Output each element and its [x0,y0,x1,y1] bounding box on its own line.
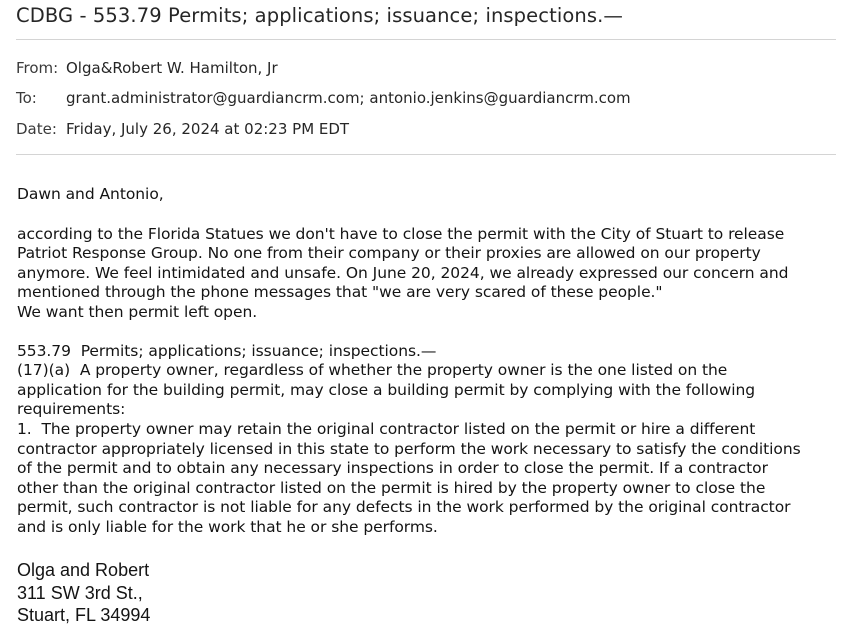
header-divider-bottom [16,154,836,155]
body-line: We want then permit left open. [17,302,258,321]
paragraph-concern [17,225,837,323]
from-label: From: [16,59,59,77]
statute-line: (17)(a) A property owner, regardless of whether the property owner is the one listed on the [17,361,728,380]
body-line: anymore. We feel intimidated and unsafe. On June 20, 2024, we already expressed our concern and [17,263,789,282]
signature-street: 311 SW 3rd St., [17,582,143,603]
body-line: Patriot Response Group. No one from their company or their proxies are allowed on our property [17,244,761,263]
signature-block [17,559,150,627]
paragraph-statute [17,342,837,538]
from-row [16,59,278,77]
date-row [16,120,349,138]
statute-line: other than the original contractor listed on the permit is hired by the property owner to close the [17,478,766,497]
statute-line: and is only liable for the work that he or she performs. [17,517,438,536]
to-row [16,89,631,107]
from-value[interactable]: Olga&Robert W. Hamilton, Jr [66,59,278,77]
statute-line: requirements: [17,400,126,419]
header-divider-top [16,39,836,40]
statute-line: application for the building permit, may close a building permit by complying with the following [17,380,756,399]
signature-city: Stuart, FL 34994 [17,605,151,625]
body-line: mentioned through the phone messages that "we are very scared of these people." [17,283,663,302]
signature-name: Olga and Robert [17,560,150,580]
date-label: Date: [16,120,57,138]
statute-line: permit, such contractor is not liable for any defects in the work performed by the original contractor [17,498,791,517]
statute-line: of the permit and to obtain any necessary inspections in order to close the permit. If a contractor [17,459,768,478]
to-label: To: [16,89,37,107]
date-value: Friday, July 26, 2024 at 02:23 PM EDT [66,120,350,138]
statute-line: 1. The property owner may retain the original contractor listed on the permit or hire a different [17,419,756,438]
email-subject: CDBG - 553.79 Permits; applications; issuance; inspections.— [16,4,623,27]
email-body [17,185,837,538]
statute-line: contractor appropriately licensed in this state to perform the work necessary to satisfy the conditions [17,439,801,458]
body-line: according to the Florida Statues we don't have to close the permit with the City of Stuart to release [17,224,785,243]
greeting: Dawn and Antonio, [17,185,164,203]
to-value[interactable]: grant.administrator@guardiancrm.com; antonio.jenkins@guardiancrm.com [66,89,631,107]
statute-line: 553.79 Permits; applications; issuance; inspections.— [17,341,437,360]
